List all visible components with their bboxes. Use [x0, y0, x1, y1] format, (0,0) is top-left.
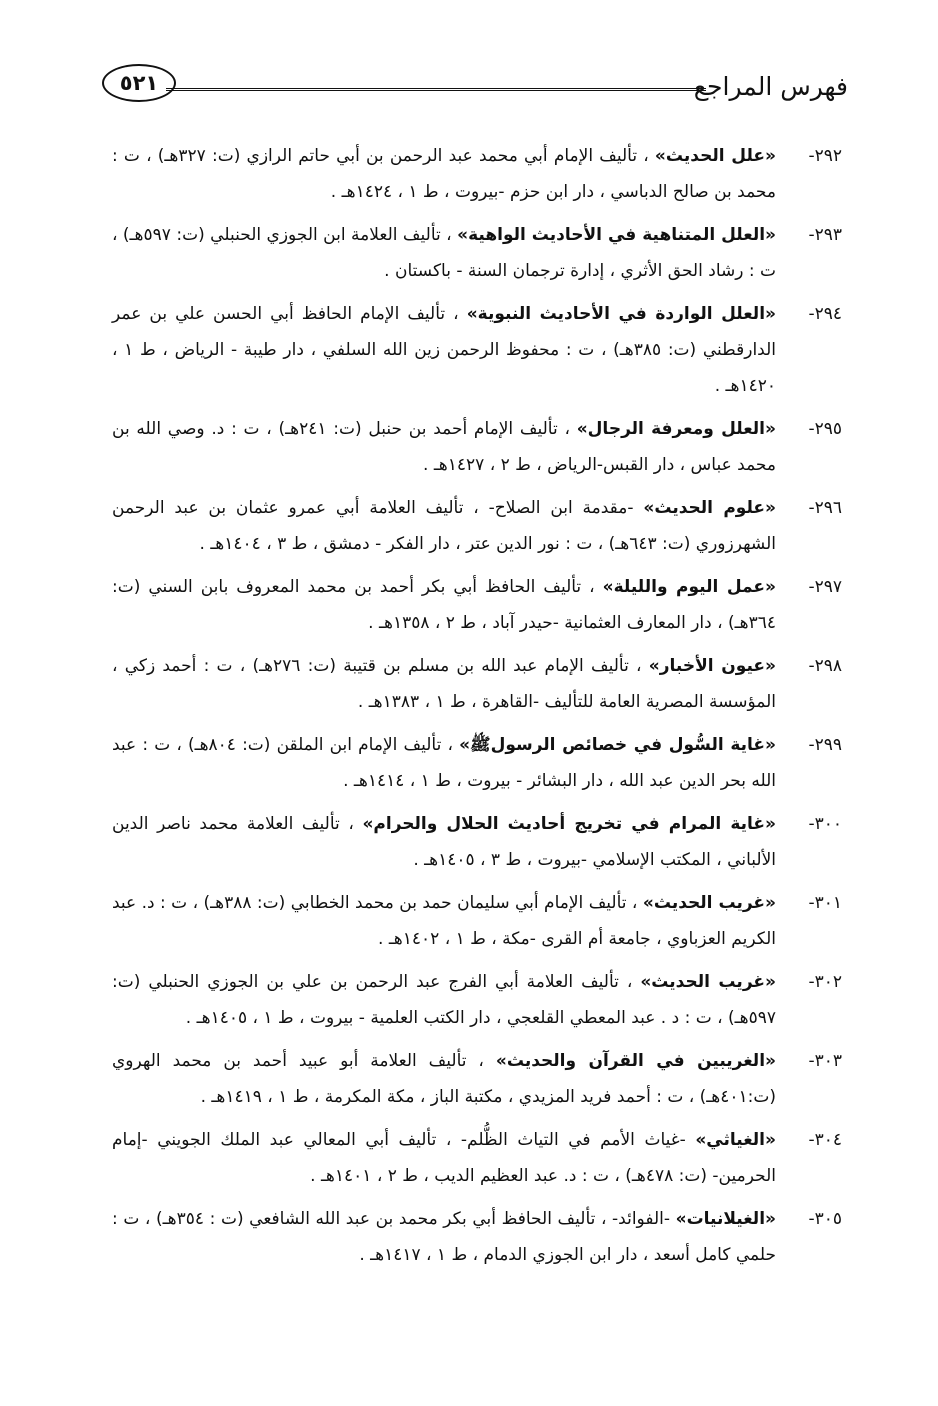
reference-entry [112, 217, 842, 289]
page-header [100, 62, 848, 110]
entry-details: ، تأليف الإمام أبي محمد عبد الرحمن بن أبي حاتم الرازي (ت: ٣٢٧هـ) ، ت : محمد بن صالح الدباسي ، دار ابن حزم -بيروت ، ط ١ ، ١٤٢٤هـ . [112, 146, 776, 202]
reference-entry [112, 138, 842, 210]
entry-number: ٢٩٥- [808, 419, 842, 439]
entry-number: ٢٩٦- [808, 498, 842, 518]
reference-entry [112, 1043, 842, 1115]
entry-number: ٢٩٩- [808, 735, 842, 755]
page-title: فهرس المراجع [693, 72, 848, 101]
reference-entry [112, 411, 842, 483]
entry-number: ٣٠٣- [808, 1051, 842, 1071]
entry-title: «العلل ومعرفة الرجال» [576, 419, 776, 439]
entry-title: «الغياثي» [695, 1130, 776, 1150]
entry-number: ٢٩٣- [808, 225, 842, 245]
reference-entry [112, 1122, 842, 1194]
entry-title: «العلل المتناهية في الأحاديث الواهية» [457, 225, 777, 245]
entry-details: ، تأليف العلامة أبو عبيد أحمد بن محمد الهروي (ت:٤٠١هـ) ، ت : أحمد فريد المزيدي ، مكتبة الباز ، مكة المكرمة ، ط ١ ، ١٤١٩هـ . [112, 1051, 776, 1107]
entry-details: ، تأليف العلامة محمد ناصر الدين الألباني ، المكتب الإسلامي -بيروت ، ط ٣ ، ١٤٠٥هـ . [112, 814, 776, 870]
entry-details: ، تأليف العلامة أبي الفرج عبد الرحمن بن علي بن الجوزي الحنبلي (ت: ٥٩٧هـ) ، ت : د . عبد المعطي القلعجي ، دار الكتب العلمية - بيروت ، ط ١ ، ١٤٠٥هـ . [112, 972, 776, 1028]
entry-details: ، تأليف الإمام ابن الملقن (ت: ٨٠٤هـ) ، ت : عبد الله بحر الدين عبد الله ، دار البشائر - بيروت ، ط ١ ، ١٤١٤هـ . [112, 735, 776, 791]
entry-number: ٢٩٨- [808, 656, 842, 676]
entry-details: ، تأليف الإمام الحافظ أبي الحسن علي بن عمر الدارقطني (ت: ٣٨٥هـ) ، ت : محفوظ الرحمن زين الله السلفي ، دار طيبة - الرياض ، ط ١ ، ١٤٢٠هـ . [112, 304, 776, 396]
entry-title: «عيون الأخبار» [648, 656, 776, 676]
entry-number: ٣٠١- [808, 893, 842, 913]
entry-number: ٣٠٢- [808, 972, 842, 992]
entry-title: «غريب الحديث» [642, 893, 776, 913]
entry-details: ، تأليف الإمام عبد الله بن مسلم بن قتيبة (ت: ٢٧٦هـ) ، ت : أحمد زكي ، المؤسسة المصرية العامة للتأليف -القاهرة ، ط ١ ، ١٣٨٣هـ . [112, 656, 776, 712]
reference-entry [112, 727, 842, 799]
entry-number: ٢٩٧- [808, 577, 842, 597]
entry-number: ٣٠٤- [808, 1130, 842, 1150]
entry-title: «الغريبين في القرآن والحديث» [495, 1051, 777, 1071]
reference-entry [112, 885, 842, 957]
entry-title: «غاية السُّول في خصائص الرسولﷺ» [459, 735, 776, 755]
entry-details: ، تأليف الإمام أبي سليمان حمد بن محمد الخطابي (ت: ٣٨٨هـ) ، ت : د. عبد الكريم العزباوي ، جامعة أم القرى -مكة ، ط ١ ، ١٤٠٢هـ . [112, 893, 776, 949]
entry-title: «عمل اليوم والليلة» [602, 577, 776, 597]
entry-title: «علل الحديث» [654, 146, 776, 166]
reference-entry [112, 296, 842, 404]
entry-details: ، تأليف الحافظ أبي بكر أحمد بن محمد المعروف بابن السني (ت: ٣٦٤هـ) ، دار المعارف العثمانية -حيدر آباد ، ط ٢ ، ١٣٥٨هـ . [112, 577, 776, 633]
entry-number: ٣٠٥- [808, 1209, 842, 1229]
reference-entry [112, 964, 842, 1036]
entry-details: ، تأليف الإمام أحمد بن حنبل (ت: ٢٤١هـ) ، ت : د. وصي الله بن محمد عباس ، دار القبس-الرياض ، ط ٢ ، ١٤٢٧هـ . [112, 419, 776, 475]
entry-title: «غريب الحديث» [640, 972, 776, 992]
entry-title: «العلل الواردة في الأحاديث النبوية» [466, 304, 777, 324]
header-rule [166, 88, 706, 91]
references-list [112, 138, 842, 1280]
reference-entry [112, 806, 842, 878]
reference-entry [112, 648, 842, 720]
entry-number: ٣٠٠- [808, 814, 842, 834]
entry-title: «علوم الحديث» [643, 498, 776, 518]
entry-details: -الفوائد- ، تأليف الحافظ أبي بكر محمد بن عبد الله الشافعي (ت : ٣٥٤هـ) ، ت : حلمي كامل أسعد ، دار ابن الجوزي الدمام ، ط ١ ، ١٤١٧هـ . [112, 1209, 776, 1265]
entry-title: «الغيلانيات» [675, 1209, 776, 1229]
entry-details: -مقدمة ابن الصلاح- ، تأليف العلامة أبي عمرو عثمان بن عبد الرحمن الشهرزوري (ت: ٦٤٣هـ) ، ت : نور الدين عتر ، دار الفكر - دمشق ، ط ٣ ، ١٤٠٤هـ . [112, 498, 776, 554]
reference-entry [112, 490, 842, 562]
reference-entry [112, 569, 842, 641]
entry-details: -غياث الأمم في التياث الظُّلم- ، تأليف أبي المعالي عبد الملك الجويني -إمام الحرمين- (ت: ٤٧٨هـ) ، ت : د. عبد العظيم الديب ، ط ٢ ، ١٤٠١هـ . [112, 1130, 776, 1186]
page-number: ٥٢١ [102, 64, 176, 102]
entry-title: «غاية المرام في تخريج أحاديث الحلال والحرام» [362, 814, 776, 834]
reference-entry [112, 1201, 842, 1273]
entry-details: ، تأليف العلامة ابن الجوزي الحنبلي (ت: ٥٩٧هـ) ، ت : رشاد الحق الأثري ، إدارة ترجمان السنة - باكستان . [112, 225, 776, 281]
entry-number: ٢٩٤- [808, 304, 842, 324]
entry-number: ٢٩٢- [808, 146, 842, 166]
